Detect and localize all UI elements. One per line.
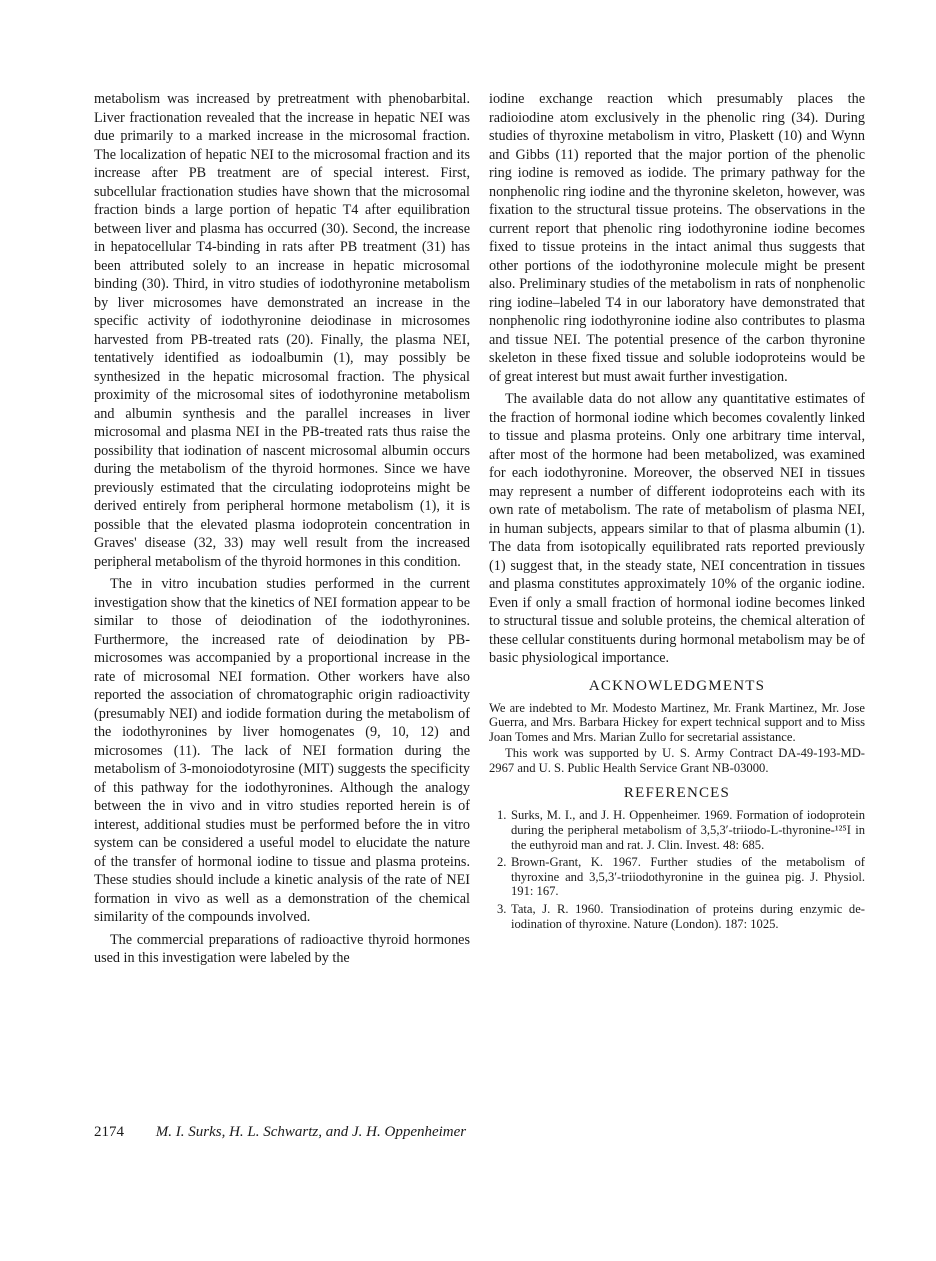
reference-number: 2. <box>497 855 507 870</box>
reference-text: Surks, M. I., and J. H. Oppenheimer. 1969. Formation of iodoprotein during the peripheral metabolism of 3,5,3′-triiodo-L-thyronine-¹²⁵I in the euthyroid man and rat. J. Clin. Invest. 48: 685. <box>511 808 865 852</box>
acknowledgments-heading: ACKNOWLEDGMENTS <box>588 677 766 694</box>
acknowledgments-paragraph: We are indebted to Mr. Modesto Martinez, Mr. Frank Martinez, Mr. Jose Guerra, and Mrs. Barbara Hickey for expert technical support and to Miss Joan Tomes and Mrs. Marian Zullo for secretarial assistance. <box>489 700 865 744</box>
reference-text: Tata, J. R. 1960. Transiodination of proteins during enzymic de-iodination of thyroxine. Nature (London). 187: 1025. <box>511 902 865 931</box>
page-footer <box>94 1124 466 1141</box>
right-column <box>489 90 865 934</box>
body-paragraph: metabolism was increased by pretreatment with phenobarbital. Liver fractionation revealed that the increase in hepatic NEI was due primarily to a marked increase in the microsomal fraction. The localization of hepatic NEI to the microsomal fraction and its increase after PB treatment are of special interest. First, subcellular fractionation studies have shown that the microsomal fraction binds a large portion of hepatic T4 after equilibration between liver and plasma has occurred (30). Second, the increase in hepatocellular T4-binding in rats after PB treatment (31) has been attributed solely to an increase in hepatic microsomal binding (30). Third, in vitro studies of iodothyronine metabolism by liver microsomes have demonstrated an increase in the specific activity of iodothyronine deiodinase in microsomes harvested from PB-treated rats (20). Finally, the plasma NEI, tentatively identified as iodoalbumin (1), may possibly be synthesized in the hepatic microsomal fraction. The physical proximity of the microsomal sites of iodothyronine metabolism and albumin synthesis and the parallel increases in liver microsomal and plasma NEI in the PB-treated rats thus raise the possibility that iodination of nascent microsomal albumin occurs during the metabolism of the thyroid hormones. Since we have previously estimated that the circulating iodoproteins might be derived entirely from peripheral hormone metabolism (1), it is possible that the elevated plasma iodoprotein concentration in Graves' disease (32, 33) may well result from the increased peripheral metabolism of the thyroid hormones in this condition. <box>94 91 470 570</box>
running-authors: M. I. Surks, H. L. Schwartz, and J. H. Oppenheimer <box>155 1124 467 1140</box>
references-list <box>489 808 865 931</box>
left-column <box>94 90 470 968</box>
reference-item <box>489 855 865 899</box>
reference-number: 1. <box>497 808 507 823</box>
references-heading: REFERENCES <box>623 785 731 802</box>
right-body <box>489 90 865 668</box>
body-paragraph: iodine exchange reaction which presumably places the radioiodine atom exclusively in the phenolic ring (34). During studies of thyroxine metabolism in vitro, Plaskett (10) and Wynn and Gibbs (11) reported that the major portion of the phenolic ring iodine is removed as iodide. The primary pathway for the nonphenolic ring iodine and the thyronine skeleton, however, was fixation to the structural tissue proteins. The observations in the current report that phenolic ring iodothyronine iodine becomes fixed to tissue proteins in the intact animal thus suggests that other portions of the iodothyronine molecule might be present also. Preliminary studies of the metabolism in rats of nonphenolic ring iodine–labeled T4 in our laboratory have demonstrated that nonphenolic ring iodothyronine iodine also contributes to plasma and tissue NEI. The potential presence of the carbon thyronine skeleton in these fixed tissue and soluble iodoproteins would be of great interest but must await further investigation. <box>489 91 865 385</box>
reference-number: 3. <box>497 902 507 917</box>
reference-text: Brown-Grant, K. 1967. Further studies of the metabolism of thyroxine and 3,5,3′-triiodothyronine in the guinea pig. J. Physiol. 191: 167. <box>511 855 865 899</box>
body-paragraph: The in vitro incubation studies performed in the current investigation show that the kinetics of NEI formation appear to be similar to those of deiodination of the iodothyronines. Furthermore, the increased rate of deiodination by PB-microsomes was accompanied by a proportional increase in the rate of microsomal NEI formation. Other workers have also reported the association of chromatographic origin radioactivity (presumably NEI) and iodide formation during the metabolism of the iodothyronines by liver homogenates (9, 10, 12) and microsomes (11). The lack of NEI formation during the metabolism of 3-monoiodotyrosine (MIT) suggests the specificity of this pathway for the iodothyronines. Although the analogy between the in vivo and in vitro studies reported herein is of interest, additional studies must be performed before the in vitro system can be considered a useful model to elucidate the nature of the transfer of hormonal iodine to tissue and plasma proteins. These studies should include a kinetic analysis of the rate of NEI formation in vivo as well as a demonstration of the chemical similarity of the compounds involved. <box>94 576 470 925</box>
acknowledgments-section <box>489 701 865 776</box>
body-paragraph: The available data do not allow any quantitative estimates of the fraction of hormonal iodine which becomes covalently linked to tissue and plasma proteins. Only one arbitrary time interval, after most of the hormone had been metabolized, was examined for each iodothyronine. Moreover, the observed NEI in tissues may represent a number of different iodoproteins each with its own rate of metabolism. The rate of metabolism of plasma NEI, in human subjects, appears similar to that of plasma albumin (1). The data from isotopically equilibrated rats reported previously (1) suggest that, in the steady state, NEI concentration in tissues and plasma constitutes approximately 10% of the organic iodine. Even if only a small fraction of hormonal iodine becomes linked to structural tissue and soluble proteins, the chemical alteration of these cellular constituents during hormonal metabolism may be of basic physiological importance. <box>489 391 865 666</box>
body-paragraph: The commercial preparations of radioactive thyroid hormones used in this investigation were labeled by the <box>94 931 470 966</box>
page-number: 2174 <box>94 1124 124 1140</box>
reference-item <box>489 902 865 931</box>
funding-paragraph: This work was supported by U. S. Army Contract DA-49-193-MD-2967 and U. S. Public Health Service Grant NB-03000. <box>489 746 865 775</box>
reference-item <box>489 808 865 852</box>
